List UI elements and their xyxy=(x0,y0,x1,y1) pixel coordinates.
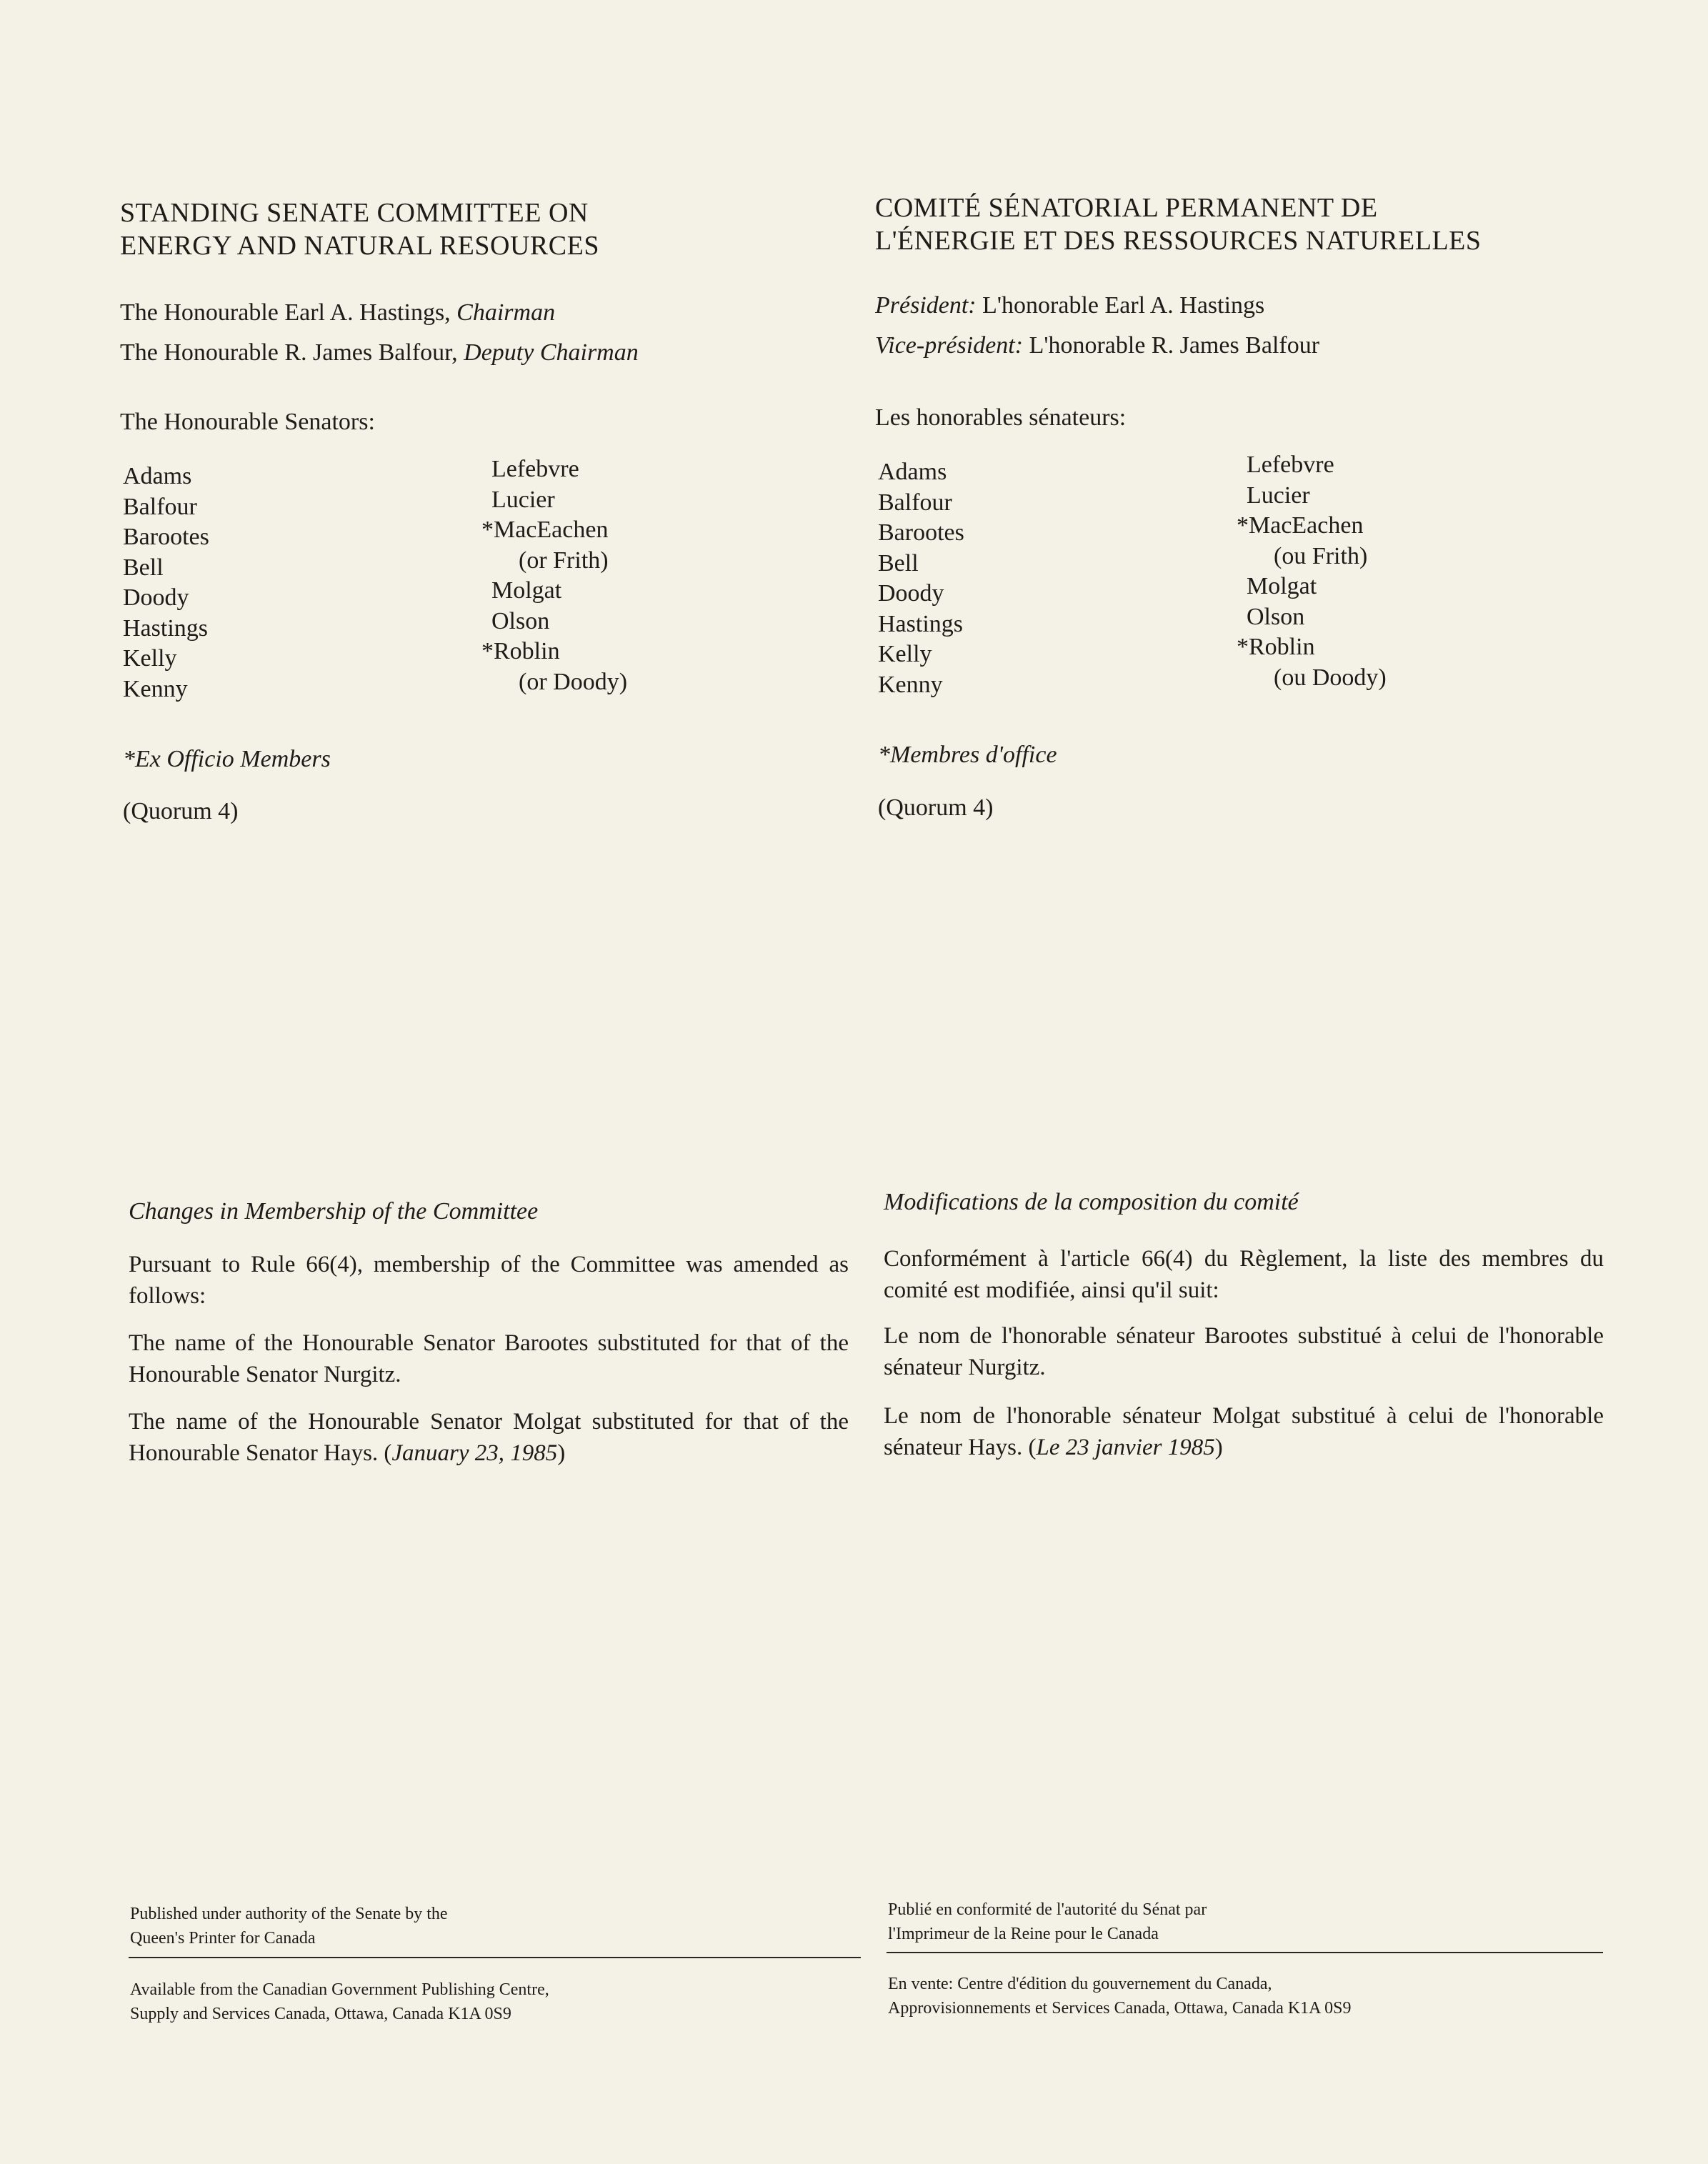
availability-notice-en xyxy=(130,1978,549,2026)
heading-line: STANDING SENATE COMMITTEE ON xyxy=(120,198,589,228)
member-column-left xyxy=(878,457,964,700)
member-name: Hastings xyxy=(123,614,208,642)
paragraph-close: ) xyxy=(1214,1435,1223,1460)
member-name: Adams xyxy=(878,459,947,485)
officers-en xyxy=(120,293,639,373)
changes-paragraph-3-en xyxy=(129,1406,849,1469)
heading-line: ENERGY AND NATURAL RESOURCES xyxy=(120,231,599,261)
member-name: Lucier xyxy=(491,486,555,513)
member-name: Barootes xyxy=(123,524,209,550)
paragraph-close: ) xyxy=(557,1440,566,1466)
member-alternate: (or Doody) xyxy=(519,668,628,695)
member-name: *Roblin xyxy=(481,638,560,664)
member-name: *Roblin xyxy=(1237,634,1315,660)
member-name: Kenny xyxy=(878,671,943,698)
member-name: Lefebvre xyxy=(1247,452,1334,478)
paragraph-text: The name of the Honourable Senator Molgat substituted for that of the Honourable Senator Hays. ( xyxy=(129,1409,849,1466)
notice-line: Supply and Services Canada, Ottawa, Canada K1A 0S9 xyxy=(130,2005,511,2023)
deputy-title: Deputy Chairman xyxy=(464,339,639,366)
quorum-en: (Quorum 4) xyxy=(123,798,239,824)
member-name: Kelly xyxy=(123,645,177,672)
chairman-line xyxy=(120,293,639,333)
notice-line: l'Imprimeur de la Reine pour le Canada xyxy=(888,1925,1159,1943)
member-name: *MacEachen xyxy=(1237,512,1364,539)
member-name: Molgat xyxy=(1247,573,1317,599)
committee-heading-fr xyxy=(875,191,1482,257)
senators-label-fr: Les honorables sénateurs: xyxy=(875,404,1127,431)
quorum-fr: (Quorum 4) xyxy=(878,794,994,821)
vice-president-title: Vice-président: xyxy=(875,332,1024,359)
member-name: Olson xyxy=(491,607,550,634)
published-notice-fr xyxy=(888,1898,1207,1946)
ex-officio-note-fr: *Membres d'office xyxy=(878,742,1057,768)
president-line xyxy=(875,286,1319,326)
member-name: Kelly xyxy=(878,641,932,667)
changes-heading-fr: Modifications de la composition du comité xyxy=(884,1189,1299,1215)
changes-heading-en: Changes in Membership of the Committee xyxy=(129,1198,539,1225)
change-date: Le 23 janvier 1985 xyxy=(1036,1435,1215,1460)
member-column-left xyxy=(123,462,209,704)
changes-paragraph-1-en: Pursuant to Rule 66(4), membership of the Committee was amended as follows: xyxy=(129,1252,849,1309)
chairman-title: Chairman xyxy=(456,299,556,326)
member-name: Olson xyxy=(1247,603,1305,630)
member-name: Molgat xyxy=(491,577,562,604)
member-name: Balfour xyxy=(123,493,197,520)
deputy-chairman-line xyxy=(120,333,639,373)
notice-line: Publié en conformité de l'autorité du Sénat par xyxy=(888,1900,1207,1919)
member-alternate: (ou Frith) xyxy=(1274,542,1368,569)
divider-line-en xyxy=(129,1957,861,1958)
member-list-en xyxy=(120,456,763,712)
president-title: Président: xyxy=(875,292,977,319)
president-name: L'honorable Earl A. Hastings xyxy=(982,292,1265,319)
member-name: Lucier xyxy=(1247,482,1310,509)
senators-label-en: The Honourable Senators: xyxy=(120,409,375,435)
ex-officio-note-en: *Ex Officio Members xyxy=(123,746,331,772)
member-name: Doody xyxy=(878,580,944,607)
member-list-fr xyxy=(875,452,1518,707)
heading-line: L'ÉNERGIE ET DES RESSOURCES NATURELLES xyxy=(875,226,1482,256)
notice-line: Approvisionnements et Services Canada, Ottawa, Canada K1A 0S9 xyxy=(888,1999,1352,2018)
divider-line-fr xyxy=(887,1952,1603,1953)
chairman-name: The Honourable Earl A. Hastings, xyxy=(120,299,451,326)
member-name: *MacEachen xyxy=(481,517,609,543)
member-column-right xyxy=(481,454,628,697)
heading-line: COMITÉ SÉNATORIAL PERMANENT DE xyxy=(875,193,1378,223)
member-name: Bell xyxy=(878,549,919,577)
notice-line: En vente: Centre d'édition du gouvernement du Canada, xyxy=(888,1975,1272,1993)
notice-line: Queen's Printer for Canada xyxy=(130,1929,316,1948)
officers-fr xyxy=(875,286,1319,366)
changes-paragraph-2-en: The name of the Honourable Senator Barootes substituted for that of the Honourable Senator Nurgitz. xyxy=(129,1330,849,1387)
member-name: Doody xyxy=(123,584,189,611)
notice-line: Published under authority of the Senate by the xyxy=(130,1905,448,1923)
notice-line: Available from the Canadian Government Publishing Centre, xyxy=(130,1980,549,1999)
committee-heading-en xyxy=(120,196,599,262)
vice-president-line xyxy=(875,326,1319,366)
published-notice-en xyxy=(130,1902,448,1950)
vice-president-name: L'honorable R. James Balfour xyxy=(1029,332,1320,359)
member-name: Barootes xyxy=(878,519,964,546)
member-name: Hastings xyxy=(878,610,963,637)
member-name: Kenny xyxy=(123,675,188,702)
member-column-right xyxy=(1237,450,1387,693)
member-name: Adams xyxy=(123,463,192,489)
paragraph-text: Le nom de l'honorable sénateur Molgat substitué à celui de l'honorable sénateur Hays. ( xyxy=(884,1403,1604,1460)
member-name: Lefebvre xyxy=(491,456,579,482)
changes-paragraph-3-fr xyxy=(884,1400,1604,1463)
change-date: January 23, 1985 xyxy=(391,1440,558,1466)
member-alternate: (ou Doody) xyxy=(1274,664,1387,691)
changes-paragraph-1-fr: Conformément à l'article 66(4) du Règlement, la liste des membres du comité est modifiée, ainsi qu'il suit: xyxy=(884,1246,1604,1303)
changes-paragraph-2-fr: Le nom de l'honorable sénateur Barootes substitué à celui de l'honorable sénateur Nurgitz. xyxy=(884,1323,1604,1380)
member-name: Bell xyxy=(123,554,164,581)
member-alternate: (or Frith) xyxy=(519,547,609,574)
member-name: Balfour xyxy=(878,489,952,516)
availability-notice-fr xyxy=(888,1972,1352,2020)
deputy-name: The Honourable R. James Balfour, xyxy=(120,339,458,366)
